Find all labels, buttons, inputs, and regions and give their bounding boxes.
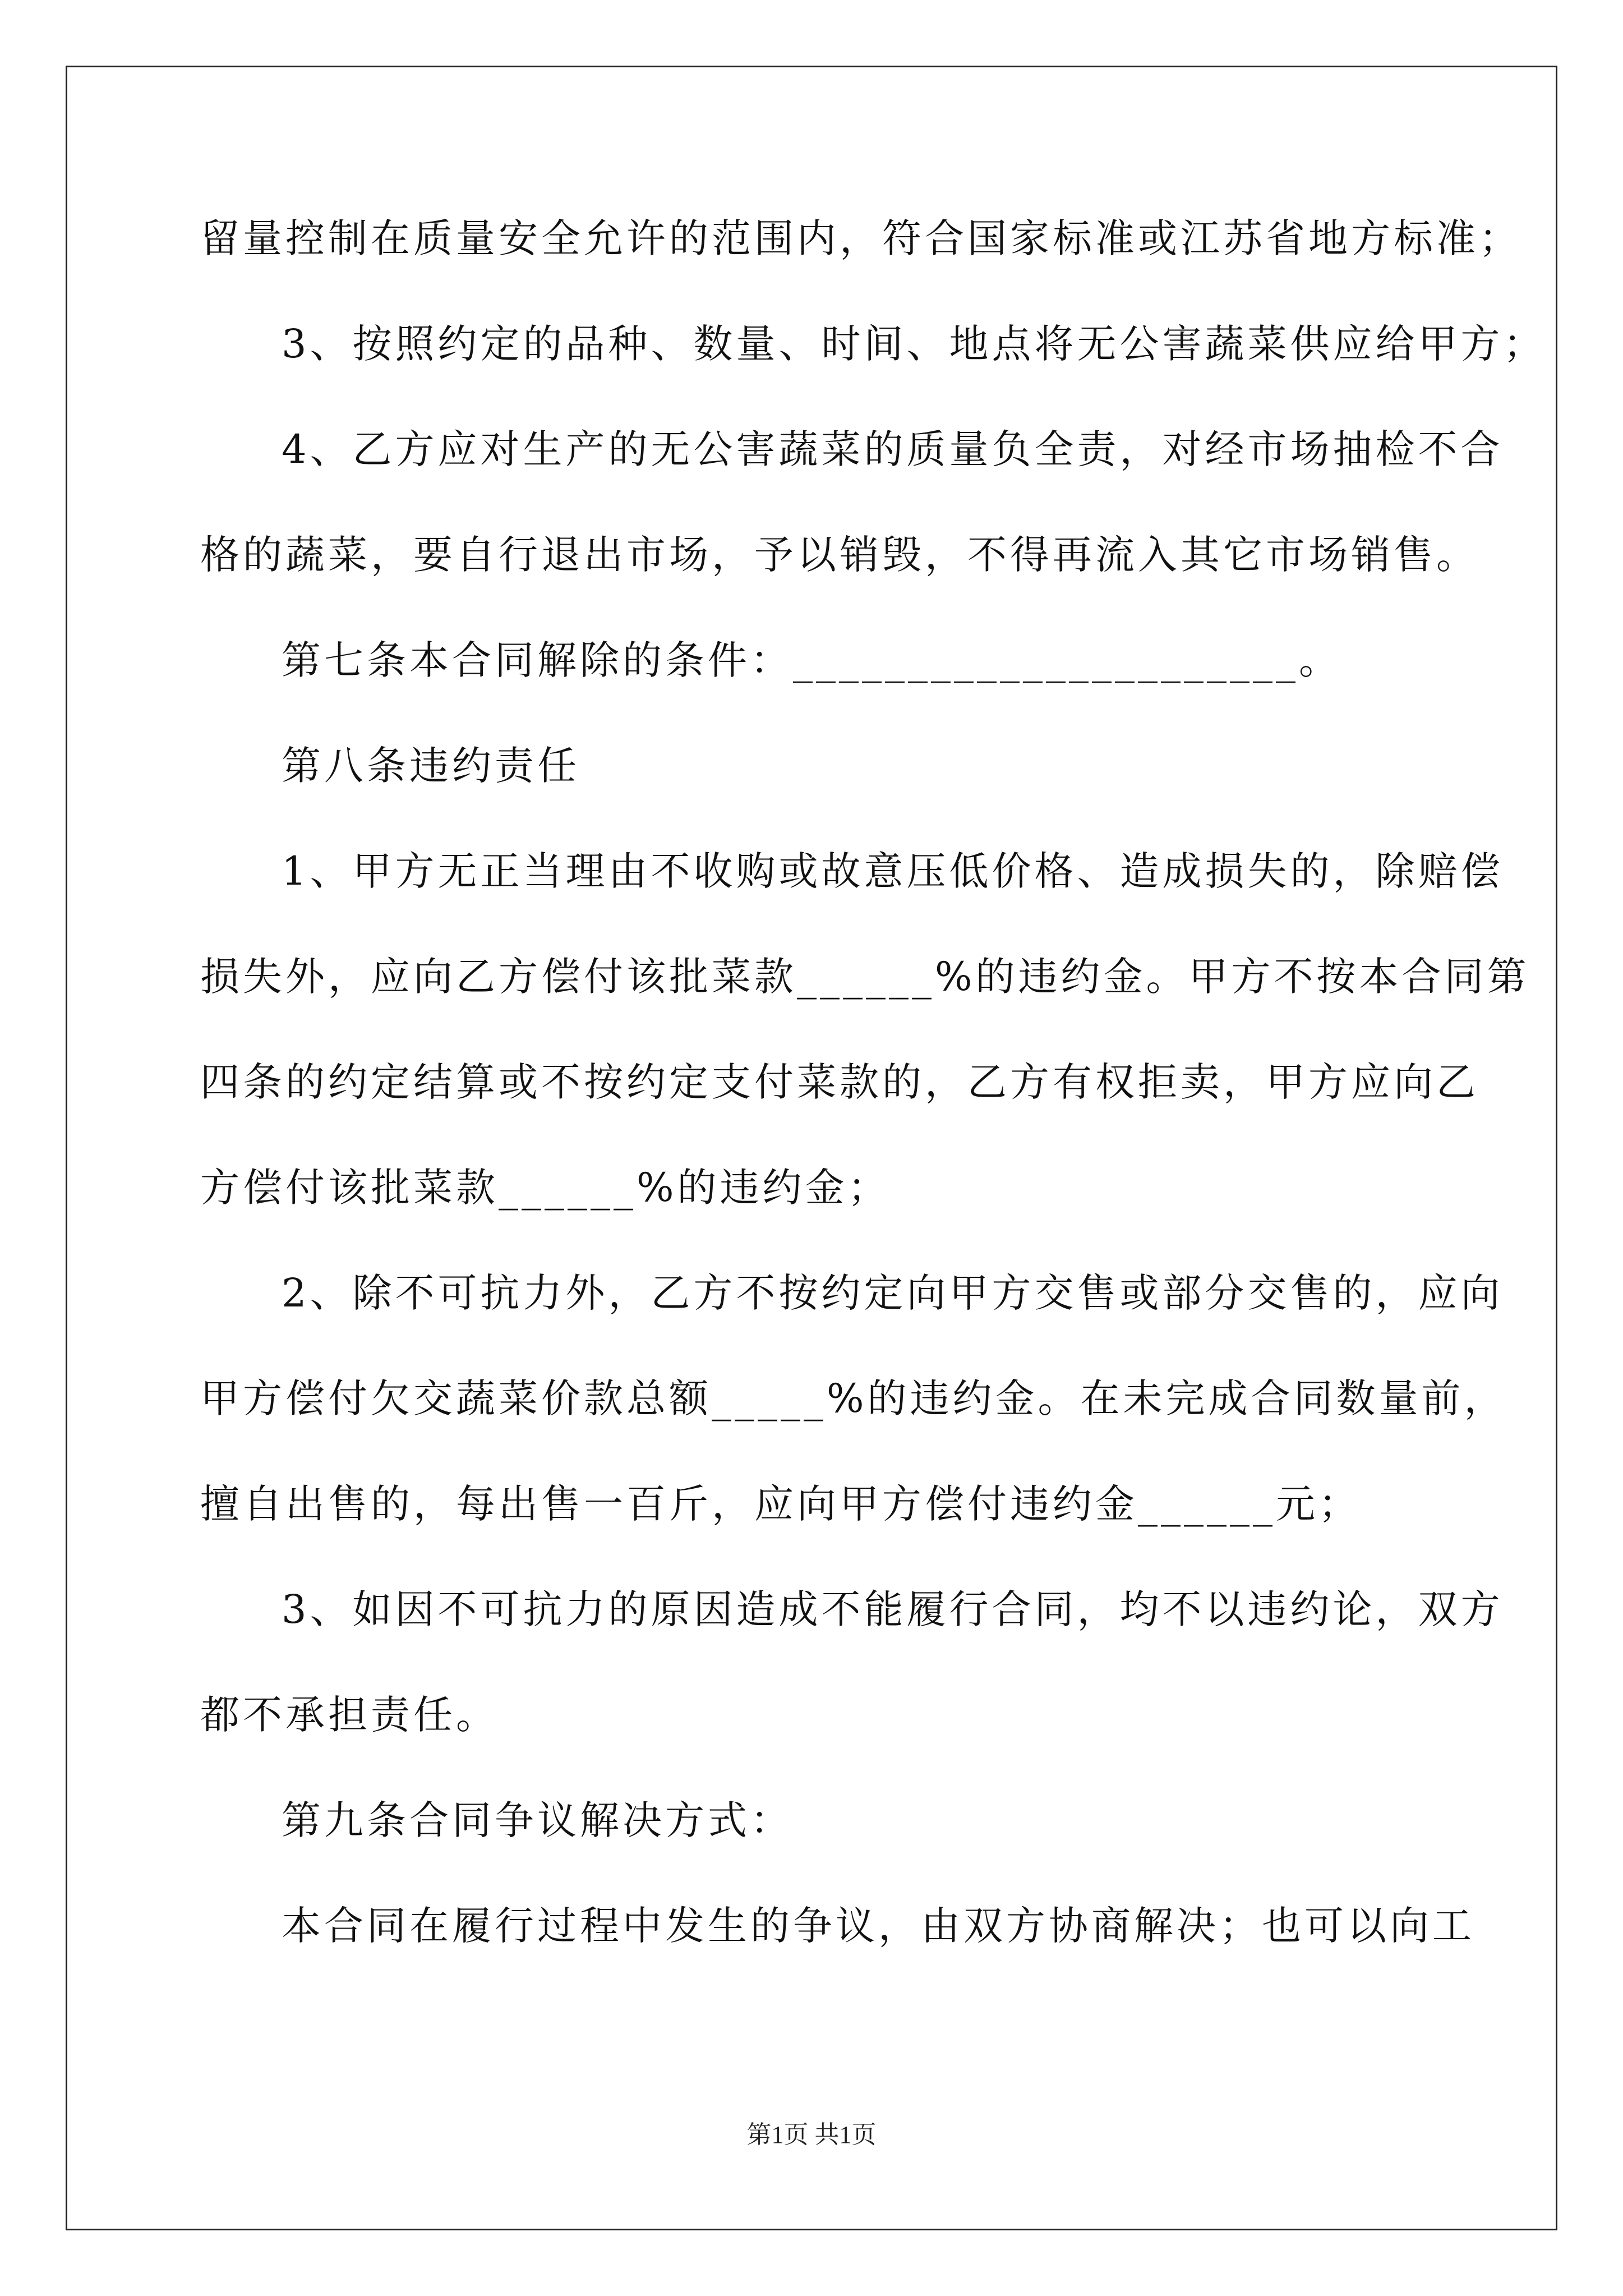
text-line-2: 3、按照约定的品种、数量、时间、地点将无公害蔬菜供应给甲方；	[282, 321, 1546, 367]
section-heading-8: 第八条违约责任	[282, 743, 580, 789]
text-line-15: 都不承担责任。	[200, 1692, 499, 1738]
section-heading-9: 第九条合同争议解决方式：	[282, 1797, 793, 1843]
text-line-11: 2、除不可抗力外，乙方不按约定向甲方交售或部分交售的，应向	[282, 1270, 1504, 1316]
text-line-3: 4、乙方应对生产的无公害蔬菜的质量负全责，对经市场抽检不合	[282, 426, 1504, 472]
text-line-8: 损失外，应向乙方偿付该批菜款______%的违约金。甲方不按本合同第	[200, 954, 1530, 1000]
text-line-5: 第七条本合同解除的条件：______________________。	[282, 637, 1341, 683]
text-line-12: 甲方偿付欠交蔬菜价款总额_____%的违约金。在未完成合同数量前，	[200, 1375, 1507, 1421]
text-line-1: 留量控制在质量安全允许的范围内，符合国家标准或江苏省地方标准；	[200, 215, 1521, 261]
text-line-13: 擅自出售的，每出售一百斤，应向甲方偿付违约金______元；	[200, 1481, 1361, 1527]
text-line-17: 本合同在履行过程中发生的争议，由双方协商解决；也可以向工	[282, 1903, 1475, 1949]
page-footer: 第1页 共1页	[746, 2121, 877, 2148]
text-line-7: 1、甲方无正当理由不收购或故意压低价格、造成损失的，除赔偿	[282, 848, 1504, 894]
text-line-10: 方偿付该批菜款______%的违约金；	[200, 1165, 891, 1211]
text-line-4: 格的蔬菜，要自行退出市场，予以销毁，不得再流入其它市场销售。	[200, 532, 1479, 578]
text-line-14: 3、如因不可抗力的原因造成不能履行合同，均不以违约论，双方	[282, 1586, 1504, 1632]
text-line-9: 四条的约定结算或不按约定支付菜款的，乙方有权拒卖，甲方应向乙	[200, 1059, 1479, 1105]
